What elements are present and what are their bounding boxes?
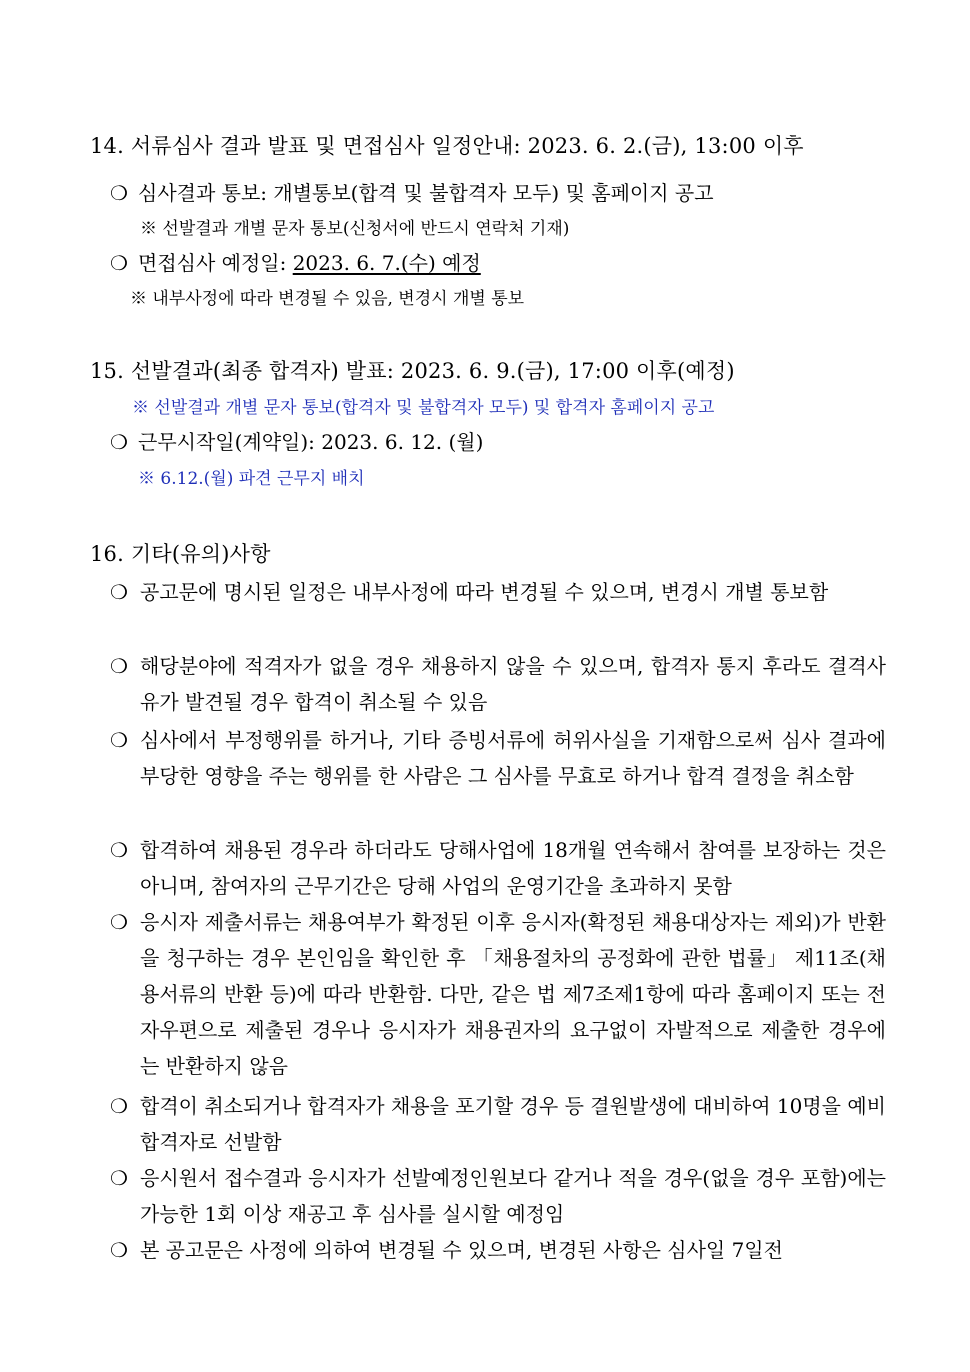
notice-item <box>110 1088 886 1160</box>
notice-item <box>110 904 886 1084</box>
section-14-note-change: ※ 내부사정에 따라 변경될 수 있음, 변경시 개별 통보 <box>130 289 525 309</box>
notice-item <box>110 832 886 904</box>
bullet-text: 면접심사 예정일: <box>138 251 293 275</box>
notice-item <box>110 1160 886 1232</box>
bullet-text: 심사결과 통보: 개별통보(합격 및 불합격자 모두) 및 홈페이지 공고 <box>138 181 714 205</box>
notice-item-text: 합격하여 채용된 경우라 하더라도 당해사업에 18개월 연속해서 참여를 보장하는 것은 아니며, 참여자의 근무기간은 당해 사업의 운영기간을 초과하지 못함 <box>140 838 886 898</box>
bullet-mark: ❍ <box>110 580 128 604</box>
bullet-mark: ❍ <box>110 1094 128 1118</box>
bullet-mark: ❍ <box>110 430 128 454</box>
notice-item-text: 해당분야에 적격자가 없을 경우 채용하지 않을 수 있으며, 합격자 통지 후라도 결격사유가 발견될 경우 합격이 취소될 수 있음 <box>140 654 886 714</box>
notice-item-text: 응시원서 접수결과 응시자가 선발예정인원보다 같거나 적을 경우(없을 경우 포함)에는 가능한 1회 이상 재공고 후 심사를 실시할 예정임 <box>140 1166 886 1226</box>
notice-item-text: 공고문에 명시된 일정은 내부사정에 따라 변경될 수 있으며, 변경시 개별 통보함 <box>140 580 829 604</box>
section-16-title: 16. 기타(유의)사항 <box>90 542 271 566</box>
section-15-bullet-start-date <box>110 427 483 457</box>
section-14-title: 14. 서류심사 결과 발표 및 면접심사 일정안내: 2023. 6. 2.(금), 13:00 이후 <box>90 134 804 158</box>
section-15-title: 15. 선발결과(최종 합격자) 발표: 2023. 6. 9.(금), 17:00 이후(예정) <box>90 359 735 383</box>
notice-item-text: 본 공고문은 사정에 의하여 변경될 수 있으며, 변경된 사항은 심사일 7일전 <box>140 1238 783 1262</box>
notice-item <box>110 722 886 794</box>
notice-item-text: 응시자 제출서류는 채용여부가 확정된 이후 응시자(확정된 채용대상자는 제외)가 반환을 청구하는 경우 본인임을 확인한 후 「채용절차의 공정화에 관한 법률」 제11조(채용서류의 반환 등)에 따라 반환함. 다만, 같은 법 제7조제1항에 따라 홈페이지 또는 전자우편으로 제출된 경우나 응시자가 채용권자의 요구없이 자발적으로 제출한 경우에는 반환하지 않음 <box>140 910 886 1078</box>
bullet-mark: ❍ <box>110 910 128 934</box>
notice-item <box>110 648 886 720</box>
section-14-bullet-interview-date <box>110 248 481 278</box>
notice-item-text: 심사에서 부정행위를 하거나, 기타 증빙서류에 허위사실을 기재함으로써 심사 결과에 부당한 영향을 주는 행위를 한 사람은 그 심사를 무효로 하거나 합격 결정을 취소함 <box>140 728 886 788</box>
bullet-mark: ❍ <box>110 1166 128 1190</box>
bullet-mark: ❍ <box>110 728 128 752</box>
notice-item <box>110 1232 886 1268</box>
section-14-note-sms: ※ 선발결과 개별 문자 통보(신청서에 반드시 연락처 기재) <box>140 219 570 239</box>
interview-date-underlined: 2023. 6. 7.(수) 예정 <box>292 251 481 275</box>
bullet-mark: ❍ <box>110 181 128 205</box>
bullet-mark: ❍ <box>110 654 128 678</box>
section-15-note-sms: ※ 선발결과 개별 문자 통보(합격자 및 불합격자 모두) 및 합격자 홈페이지 공고 <box>132 398 715 418</box>
notice-item-text: 합격이 취소되거나 합격자가 채용을 포기할 경우 등 결원발생에 대비하여 10명을 예비 합격자로 선발함 <box>140 1094 886 1154</box>
section-15-note-dispatch: ※ 6.12.(월) 파견 근무지 배치 <box>138 469 365 489</box>
section-14-bullet-result-notice <box>110 178 714 208</box>
notice-item <box>110 574 886 610</box>
bullet-mark: ❍ <box>110 838 128 862</box>
bullet-mark: ❍ <box>110 251 128 275</box>
bullet-mark: ❍ <box>110 1238 128 1262</box>
bullet-text: 근무시작일(계약일): 2023. 6. 12. (월) <box>138 430 484 454</box>
